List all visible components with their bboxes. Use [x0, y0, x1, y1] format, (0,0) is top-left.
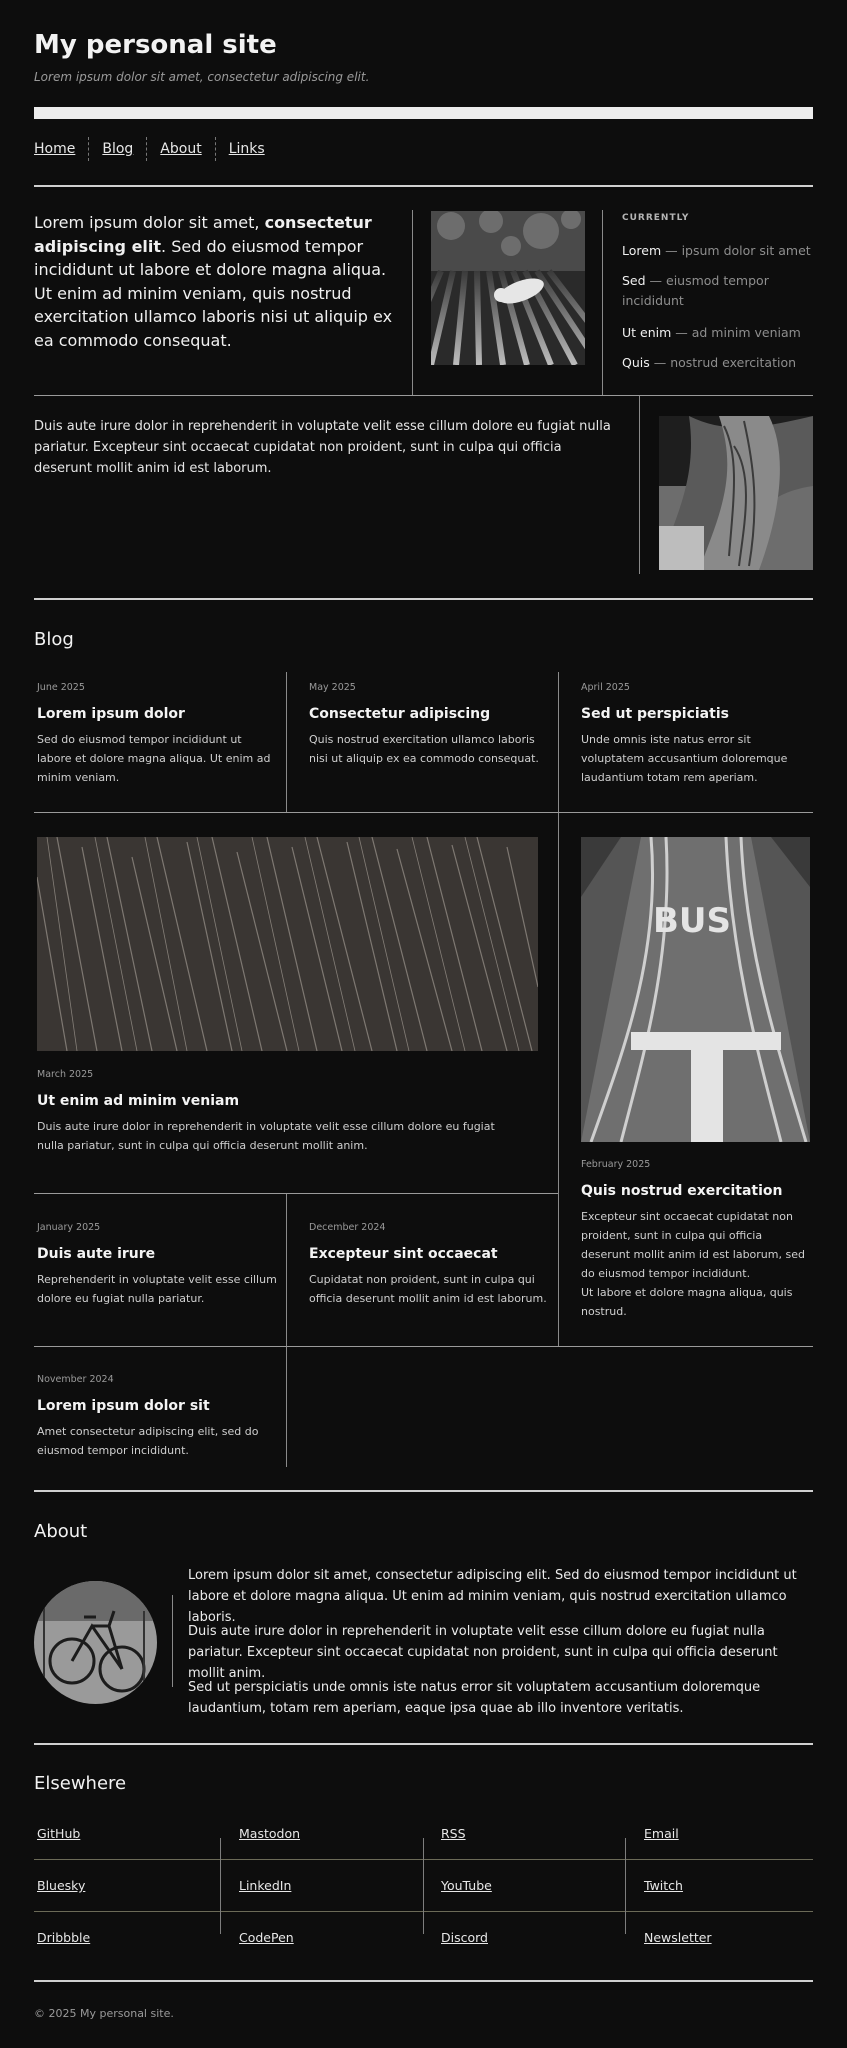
about-paragraph: Duis aute irure dolor in reprehenderit in voluptate velit esse cillum dolore eu fugiat nulla pariatur. Excepteur sint occaecat cupidatat non proident, sunt in culpa qui officia deserunt mollit anim.	[188, 1624, 778, 1681]
currently-item: Lorem — ipsum dolor sit amet	[622, 243, 811, 258]
about-heading: About	[34, 1521, 88, 1542]
post-date: April 2025	[581, 682, 630, 693]
nav-home-link[interactable]: Home	[34, 141, 76, 157]
main-nav	[34, 136, 278, 162]
link-github[interactable]: GitHub	[37, 1826, 81, 1841]
divider-vertical	[286, 1194, 287, 1467]
divider	[34, 1193, 558, 1194]
link-mastodon[interactable]: Mastodon	[239, 1826, 301, 1841]
header-bar	[34, 107, 813, 119]
currently-item: Quis — nostrud exercitation	[622, 355, 797, 370]
currently-item: Ut enim — ad minim veniam	[622, 325, 801, 340]
post-date: March 2025	[37, 1069, 94, 1080]
post-excerpt: Reprehenderit in voluptate velit esse cillum dolore eu fugiat nulla pariatur.	[37, 1273, 277, 1305]
blog-card[interactable]	[581, 682, 813, 787]
divider-vertical	[558, 672, 559, 1346]
post-title[interactable]: Excepteur sint occaecat	[309, 1246, 498, 1262]
intro-paragraph: Duis aute irure dolor in reprehenderit in voluptate velit esse cillum dolore eu fugiat nulla pariatur. Excepteur sint occaecat cupidatat non proident, sunt in culpa qui officia deserunt mollit anim id est laborum.	[34, 419, 611, 476]
nav-blog-link[interactable]: Blog	[88, 137, 146, 161]
post-excerpt: Sed do eiusmod tempor incididunt ut labore et dolore magna aliqua. Ut enim ad minim veniam.	[37, 733, 271, 784]
intro-lead-text: Lorem ipsum dolor sit amet,	[34, 213, 265, 232]
site-tagline: Lorem ipsum dolor sit amet, consectetur adipiscing elit.	[34, 70, 370, 84]
divider-vertical	[412, 210, 413, 395]
post-date: June 2025	[37, 682, 85, 693]
grass-photo	[37, 837, 538, 1051]
link-youtube[interactable]: YouTube	[441, 1878, 492, 1893]
intro-lead-bold: consectetur adipiscing elit	[34, 213, 372, 256]
footer-copyright: © 2025 My personal site.	[34, 2007, 174, 2020]
divider-vertical	[172, 1595, 173, 1687]
divider-vertical	[286, 672, 287, 812]
bus-lane-photo	[581, 837, 810, 1142]
blog-card-featured[interactable]	[581, 1159, 813, 1321]
link-newsletter[interactable]: Newsletter	[644, 1930, 712, 1945]
divider	[34, 185, 813, 187]
tree-trunk-photo	[659, 416, 813, 570]
post-title[interactable]: Ut enim ad minim veniam	[37, 1093, 240, 1109]
elsewhere-heading: Elsewhere	[34, 1773, 127, 1794]
post-title[interactable]: Lorem ipsum dolor sit	[37, 1398, 210, 1414]
divider-vertical	[423, 1838, 424, 1934]
post-date: November 2024	[37, 1374, 114, 1385]
intro-lead	[34, 211, 404, 352]
link-codepen[interactable]: CodePen	[239, 1930, 294, 1945]
divider	[34, 1490, 813, 1492]
link-email[interactable]: Email	[644, 1826, 679, 1841]
post-title[interactable]: Quis nostrud exercitation	[581, 1183, 783, 1199]
divider	[34, 395, 813, 396]
link-rss[interactable]: RSS	[441, 1826, 466, 1841]
post-date: January 2025	[37, 1222, 101, 1233]
post-excerpt: Duis aute irure dolor in reprehenderit in voluptate velit esse cillum dolore eu fugiat nulla pariatur, sunt in culpa qui officia deserunt mollit anim.	[37, 1120, 495, 1152]
about-paragraph: Lorem ipsum dolor sit amet, consectetur adipiscing elit. Sed do eiusmod tempor incididunt ut labore et dolore magna aliqua. Ut enim ad minim veniam, quis nostrud exercitation ullamco laboris.	[188, 1568, 797, 1625]
divider	[34, 1743, 813, 1745]
blog-card[interactable]	[37, 682, 277, 787]
post-excerpt: Unde omnis iste natus error sit voluptatem accusantium doloremque laudantium totam rem aperiam.	[581, 733, 788, 784]
post-excerpt: Amet consectetur adipiscing elit, sed do eiusmod tempor incididunt.	[37, 1425, 259, 1457]
nav-about-link[interactable]: About	[146, 137, 214, 161]
currently-item: Sed — eiusmod tempor incididunt	[622, 273, 769, 308]
about-paragraph: Sed ut perspiciatis unde omnis iste natus error sit voluptatem accusantium doloremque laudantium, totam rem aperiam, eaque ipsa quae ab illo inventore veritatis.	[188, 1680, 761, 1716]
blog-card-featured[interactable]	[37, 1069, 517, 1155]
intro-lead-rest: . Sed do eiusmod tempor incididunt ut labore et dolore magna aliqua. Ut enim ad minim veniam, quis nostrud exercitation ullamco laboris nisi ut aliquip ex ea commodo consequat.	[34, 236, 393, 350]
divider-vertical	[625, 1838, 626, 1934]
bamboo-photo	[431, 211, 585, 365]
avatar	[34, 1581, 157, 1704]
post-excerpt: Excepteur sint occaecat cupidatat non proident, sunt in culpa qui officia deserunt mollit anim id est laborum, sed do eiusmod tempor incididunt.	[581, 1210, 805, 1280]
divider	[34, 812, 813, 813]
link-twitch[interactable]: Twitch	[644, 1878, 683, 1893]
site-title: My personal site	[34, 30, 277, 60]
post-date: February 2025	[581, 1159, 651, 1170]
post-title[interactable]: Sed ut perspiciatis	[581, 706, 729, 722]
link-linkedin[interactable]: LinkedIn	[239, 1878, 292, 1893]
divider	[34, 1980, 813, 1982]
blog-card[interactable]	[37, 1374, 277, 1460]
divider-vertical	[602, 210, 603, 395]
blog-card[interactable]	[309, 682, 549, 768]
svg-text:BUS: BUS	[653, 901, 732, 941]
blog-card[interactable]	[37, 1222, 277, 1308]
currently-label: CURRENTLY	[622, 213, 690, 223]
divider	[34, 598, 813, 600]
post-excerpt: Quis nostrud exercitation ullamco laboris nisi ut aliquip ex ea commodo consequat.	[309, 733, 539, 765]
blog-heading: Blog	[34, 629, 74, 650]
blog-card[interactable]	[309, 1222, 549, 1308]
nav-links-link[interactable]: Links	[215, 137, 278, 161]
post-title[interactable]: Consectetur adipiscing	[309, 706, 491, 722]
divider-vertical	[639, 396, 640, 574]
post-date: December 2024	[309, 1222, 386, 1233]
divider	[34, 1346, 813, 1347]
post-excerpt-more: Ut labore et dolore magna aliqua, quis nostrud.	[581, 1286, 793, 1318]
divider-vertical	[220, 1838, 221, 1934]
post-date: May 2025	[309, 682, 356, 693]
link-bluesky[interactable]: Bluesky	[37, 1878, 86, 1893]
post-title[interactable]: Lorem ipsum dolor	[37, 706, 185, 722]
post-title[interactable]: Duis aute irure	[37, 1246, 156, 1262]
link-dribbble[interactable]: Dribbble	[37, 1930, 91, 1945]
post-excerpt: Cupidatat non proident, sunt in culpa qui officia deserunt mollit anim id est laborum.	[309, 1273, 547, 1305]
link-discord[interactable]: Discord	[441, 1930, 488, 1945]
